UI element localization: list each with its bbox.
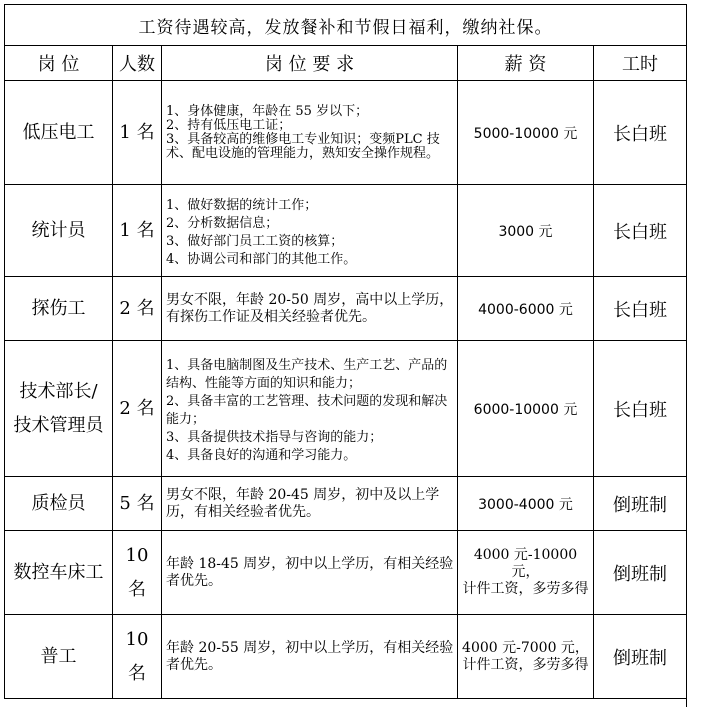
salary <box>458 615 594 699</box>
requirement-line: 年龄 20-55 周岁，初中以上学历，有相关经验者优先。 <box>166 639 454 673</box>
job-table <box>4 4 687 699</box>
work-hours: 倒班制 <box>594 615 687 699</box>
work-hours: 长白班 <box>594 277 687 341</box>
post-name: 质检员 <box>5 477 113 531</box>
header-salary: 薪 资 <box>458 46 594 81</box>
post-name <box>5 341 113 477</box>
requirement-line: 1、具备电脑制图及生产技术、生产工艺、产品的结构、性能等方面的知识和能力； <box>166 357 448 391</box>
requirement-line: 男女不限，年龄 20-45 周岁，初中及以上学历，有相关经验者优先。 <box>166 486 440 520</box>
headcount <box>113 531 162 615</box>
post-name: 普工 <box>5 615 113 699</box>
post-name-line: 技术管理员 <box>13 414 104 436</box>
header-hours: 工时 <box>594 46 687 81</box>
requirements <box>162 185 458 277</box>
salary: 4000-6000 元 <box>458 277 594 341</box>
post-name: 数控车床工 <box>5 531 113 615</box>
requirements <box>162 615 458 699</box>
requirement-line: 2、具备丰富的工艺管理、技术问题的发现和解决能力； <box>166 393 448 427</box>
salary: 3000 元 <box>458 185 594 277</box>
headcount-unit: 名 <box>128 662 146 684</box>
salary: 6000-10000 元 <box>458 341 594 477</box>
header-count: 人数 <box>113 46 162 81</box>
requirement-line: 1、身体健康，年龄在 55 岁以下； <box>166 103 369 119</box>
table-row <box>5 185 687 277</box>
salary-note: 计件工资，多劳多得 <box>462 581 589 597</box>
headcount: 1 名 <box>113 185 162 277</box>
table-header-row <box>5 46 687 81</box>
post-name: 低压电工 <box>5 81 113 185</box>
post-name-line: 技术部长/ <box>19 380 98 402</box>
salary-note: 计件工资，多劳多得 <box>462 656 589 673</box>
headcount-number: 10 <box>125 628 149 650</box>
headcount: 5 名 <box>113 477 162 531</box>
table-row <box>5 531 687 615</box>
table-row <box>5 477 687 531</box>
headcount: 2 名 <box>113 341 162 477</box>
requirement-line: 3、做好部门员工工资的核算； <box>166 233 344 249</box>
salary <box>458 531 594 615</box>
headcount: 1 名 <box>113 81 162 185</box>
work-hours: 倒班制 <box>594 531 687 615</box>
requirements <box>162 81 458 185</box>
work-hours: 倒班制 <box>594 477 687 531</box>
work-hours: 长白班 <box>594 185 687 277</box>
requirement-line: 4、具备良好的沟通和学习能力。 <box>166 447 357 463</box>
requirement-line: 3、具备较高的维修电工专业知识；变频PLC 技术、配电设施的管理能力，熟知安全操作规程。 <box>166 131 440 161</box>
requirements <box>162 341 458 477</box>
requirement-line: 年龄 18-45 周岁，初中以上学历，有相关经验者优先。 <box>166 555 454 589</box>
headcount <box>113 615 162 699</box>
salary-range: 4000 元-7000 元， <box>462 639 589 656</box>
salary: 5000-10000 元 <box>458 81 594 185</box>
requirement-line: 2、持有低压电工证； <box>166 117 292 133</box>
salary: 3000-4000 元 <box>458 477 594 531</box>
salary-range: 4000 元-10000 元， <box>473 547 578 580</box>
requirement-line: 1、做好数据的统计工作； <box>166 197 318 213</box>
headcount-unit: 名 <box>128 578 146 600</box>
table-row <box>5 615 687 699</box>
header-post: 岗 位 <box>5 46 113 81</box>
work-hours: 长白班 <box>594 341 687 477</box>
recruitment-notice <box>4 4 703 699</box>
post-name: 统计员 <box>5 185 113 277</box>
requirement-line: 4、协调公司和部门的其他工作。 <box>166 251 357 267</box>
headcount: 2 名 <box>113 277 162 341</box>
benefits-banner: 工资待遇较高，发放餐补和节假日福利，缴纳社保。 <box>5 5 687 46</box>
requirements <box>162 477 458 531</box>
header-requirements: 岗 位 要 求 <box>162 46 458 81</box>
post-name: 探伤工 <box>5 277 113 341</box>
table-row <box>5 81 687 185</box>
work-hours: 长白班 <box>594 81 687 185</box>
requirement-line: 2、分析数据信息； <box>166 215 279 231</box>
table-row <box>5 277 687 341</box>
headcount-number: 10 <box>125 544 149 566</box>
requirement-line: 男女不限，年龄 20-50 周岁，高中以上学历，有探伤工作证及相关经验者优先。 <box>166 291 454 325</box>
page-edge-rule <box>686 84 687 707</box>
table-row <box>5 341 687 477</box>
requirements <box>162 277 458 341</box>
requirement-line: 3、具备提供技术指导与咨询的能力； <box>166 429 383 445</box>
requirements <box>162 531 458 615</box>
